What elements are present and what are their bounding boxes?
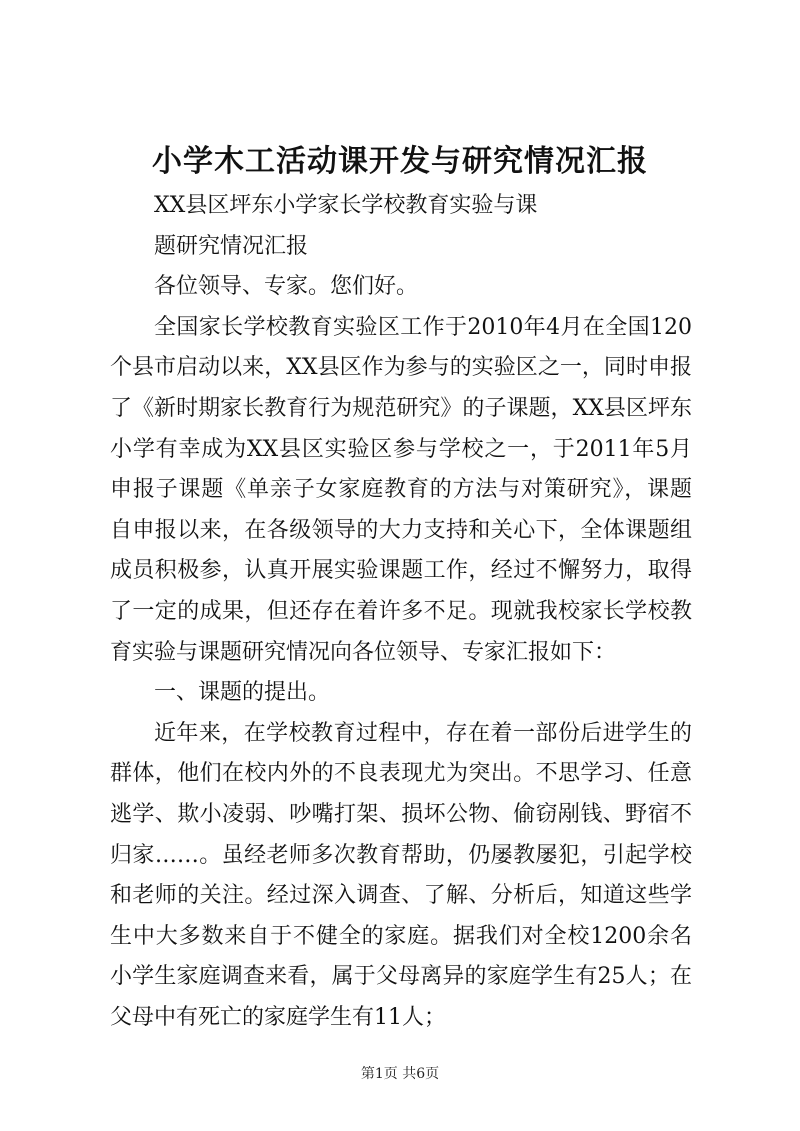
subtitle-line-2: 题研究情况汇报: [154, 233, 309, 259]
subtitle-line-1: XX县区坪东小学家长学校教育实验与课: [154, 193, 538, 218]
background-paragraph: 近年来，在学校教育过程中，存在着一部份后进学生的群体，他们在校内外的不良表现尤为突出。不思学习、任意逃学、欺小凌弱、吵嘴打架、损坏公物、偷窃剐钱、野宿不归家……。虽经老师多次教育帮助，仍屡教屡犯，引起学校和老师的关注。经过深入调查、了解、分析后，知道这些学生中大多数来自于不健全的家庭。据我们对全校1200余名小学生家庭调查来看，属于父母离异的家庭学生有25人；在父母中有死亡的家庭学生有11人；: [110, 720, 692, 1030]
document-body: [110, 186, 692, 1038]
greeting-line: 各位领导、专家。您们好。: [154, 274, 419, 300]
section-heading: 一、课题的提出。: [154, 680, 331, 706]
intro-paragraph: 全国家长学校教育实验区工作于2010年4月在全国120个县市启动以来，XX县区作为参与的实验区之一，同时申报了《新时期家长教育行为规范研究》的子课题，XX县区坪东小学有幸成为XX县区实验区参与学校之一，于2011年5月申报子课题《单亲子女家庭教育的方法与对策研究》，课题自申报以来，在各级领导的大力支持和关心下，全体课题组成员积极参，认真开展实验课题工作，经过不懈努力，取得了一定的成果，但还存在着许多不足。现就我校家长学校教育实验与课题研究情况向各位领导、专家汇报如下：: [110, 314, 692, 665]
document-title: 小学木工活动课开发与研究情况汇报: [152, 144, 648, 179]
page-number: 第1页 共6页: [360, 1066, 440, 1082]
